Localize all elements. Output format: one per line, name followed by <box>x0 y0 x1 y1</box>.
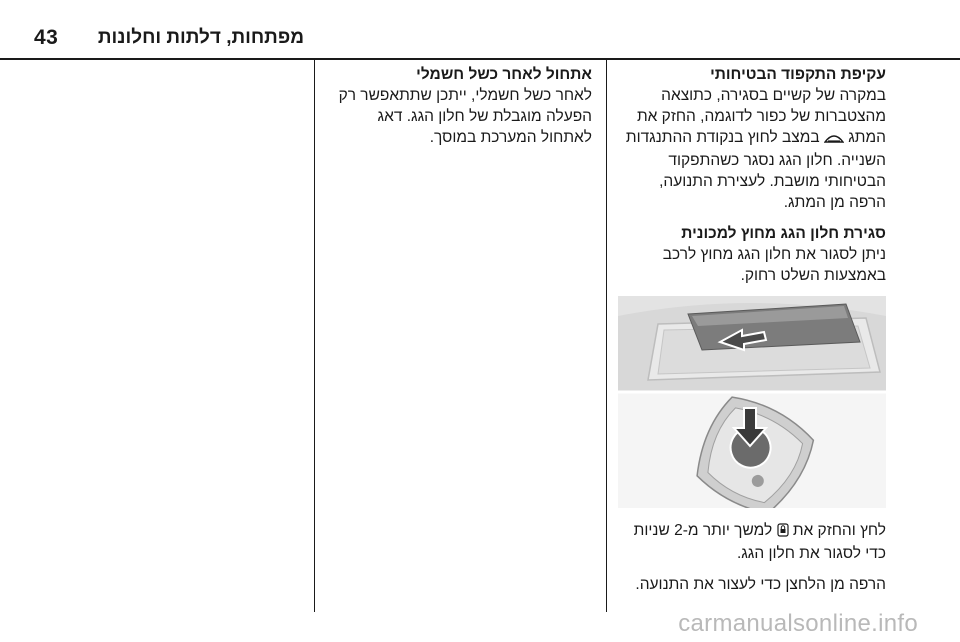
remote-close-heading: סגירת חלון הגג מחוץ למכונית <box>681 225 886 242</box>
column-divider-right <box>606 60 607 612</box>
override-body-part1: במקרה של קשיים בסגירה, כתוצאה מהצטברות של כפור לדוגמה, החזק את המתג <box>636 87 886 146</box>
watermark: carmanualsonline.info <box>678 610 918 637</box>
middle-column <box>330 64 592 158</box>
key-lock-icon <box>777 522 789 543</box>
remote-instruction <box>618 520 886 564</box>
remote-instruction-part1: לחץ והחזק את <box>792 522 886 539</box>
override-heading: עקיפת התקפוד הבטיחותי <box>710 66 886 83</box>
override-body-part2: במצב לחוץ בנקודת ההתנגדות השנייה. חלון הגג נסגר כשהתפקוד הבטיחותי מושבת. לעצירת התנועה, הרפה מן המתג. <box>625 129 886 211</box>
column-divider-left <box>314 60 315 612</box>
page-number: 43 <box>34 26 59 49</box>
remote-release-note: הרפה מן הלחצן כדי לעצור את התנועה. <box>635 576 886 593</box>
page-header <box>0 0 960 60</box>
sunroof-close-icon <box>824 129 844 150</box>
remote-close-body: ניתן לסגור את חלון הגג מחוץ לרכב באמצעות השלט רחוק. <box>662 246 886 284</box>
reset-body: לאחר כשל חשמלי, ייתכן שתתאפשר רק הפעלה מוגבלת של חלון הגג. דאג לאתחול המערכת במוסך. <box>338 87 592 146</box>
override-body <box>618 85 886 213</box>
header-rule <box>0 58 960 60</box>
right-column <box>618 64 886 605</box>
remote-instruction-part2: למשך יותר מ-2 שניות כדי לסגור את חלון הגג. <box>633 522 886 562</box>
reset-heading: אתחול לאחר כשל חשמלי <box>416 66 592 83</box>
section-title: מפתחות, דלתות וחלונות <box>97 27 304 48</box>
sunroof-remote-illustration <box>618 296 886 508</box>
